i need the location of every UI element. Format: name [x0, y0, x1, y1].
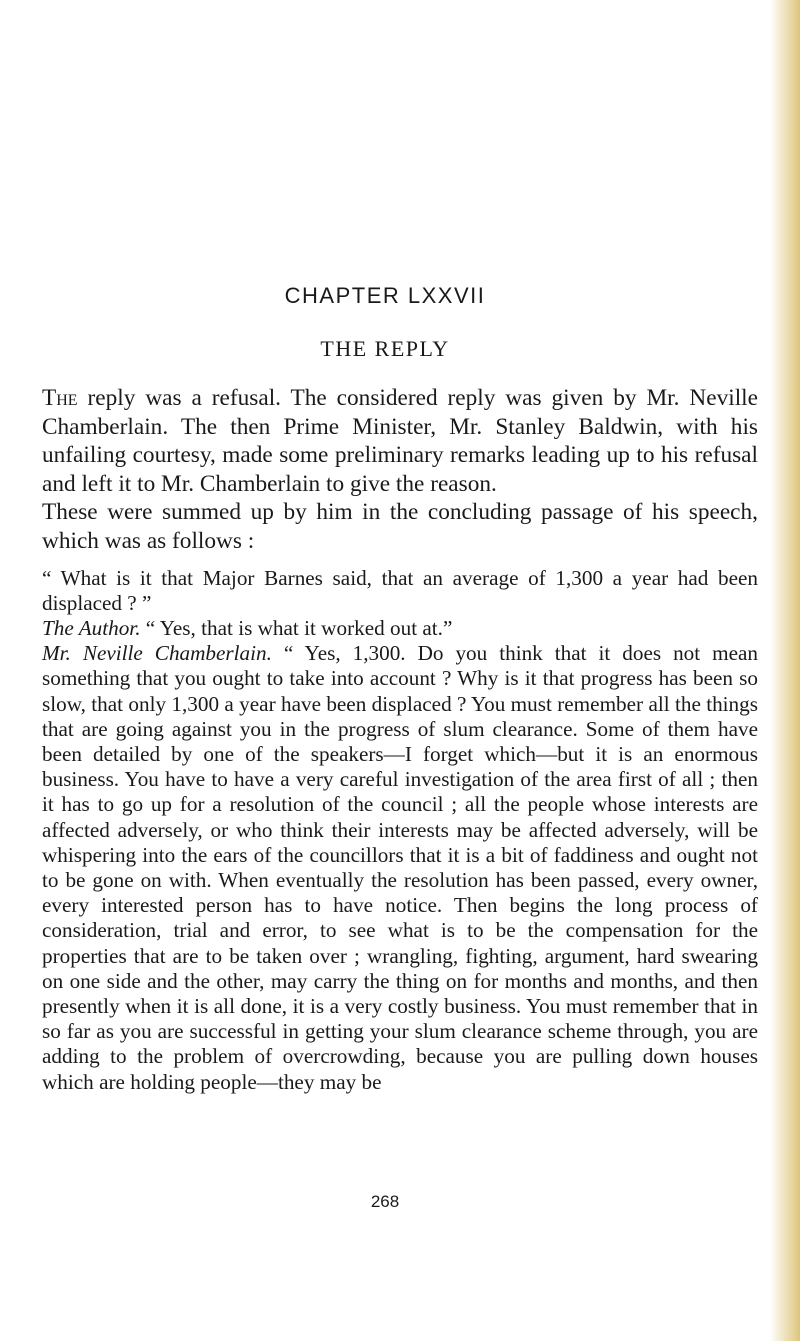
chamberlain-reply-text: “ Yes, 1,300. Do you think that it does not mean something that you ought to take into account ? Why is it that progress has been so slow, that only 1,300 a year have been displaced ? You must remember all the things that are going against you in the progress of slum clearance. Some of them have been detailed by one of the speakers—I forget which—but it is an enormous business. You have to have a very careful investigation of the area first of all ; then it has to go up for a resolution of the council ; all the people whose interests are affected adversely, or who think their interests may be affected adversely, will be whispering into the ears of the councillors that it is a bit of faddiness and ought not to be gone on with. When eventually the resolution has been passed, every owner, every interested person has to have notice. Then begins the long process of consideration, trial and error, to see what is to be the compensation for the properties that are to be taken over ; wrangling, fighting, argument, hard swearing on one side and the other, may carry the thing on for months and months, and then presently when it is all done, it is a very costly business. You must remember that in so far as you are successful in getting your slum clearance scheme through, you are adding to the problem of overcrowding, because you are pulling down houses which are holding people—they may be [42, 641, 759, 1094]
page-edge-shading [770, 0, 800, 1341]
page-number: 268 [370, 1192, 400, 1211]
major-barnes-question [42, 566, 758, 616]
intro-paragraph [42, 384, 758, 498]
chamberlain-reply [42, 641, 758, 1095]
chamberlain-speaker: Mr. Neville Chamberlain. [42, 641, 272, 666]
chapter-title: THE REPLY [320, 336, 450, 361]
summary-paragraph-text: These were summed up by him in the concluding passage of his speech, which was as follows : [42, 499, 758, 554]
lead-word: The [42, 385, 78, 411]
body-text [42, 384, 758, 1095]
question-text: “ What is it that Major Barnes said, that an average of 1,300 a year had been displaced ? ” [42, 565, 758, 615]
summary-paragraph [42, 498, 758, 555]
author-reply [42, 616, 758, 641]
author-speaker: The Author. [42, 615, 141, 640]
intro-paragraph-text: reply was a refusal. The considered reply was given by Mr. Neville Chamberlain. The then Prime Minister, Mr. Stanley Baldwin, with his unfailing courtesy, made some preliminary remarks leading up to his refusal and left it to Mr. Chamberlain to give the reason. [42, 385, 758, 497]
author-reply-text: “ Yes, that is what it worked out at.” [145, 615, 453, 640]
quoted-exchange [42, 566, 758, 1095]
chapter-number: CHAPTER LXXVII [284, 283, 486, 308]
